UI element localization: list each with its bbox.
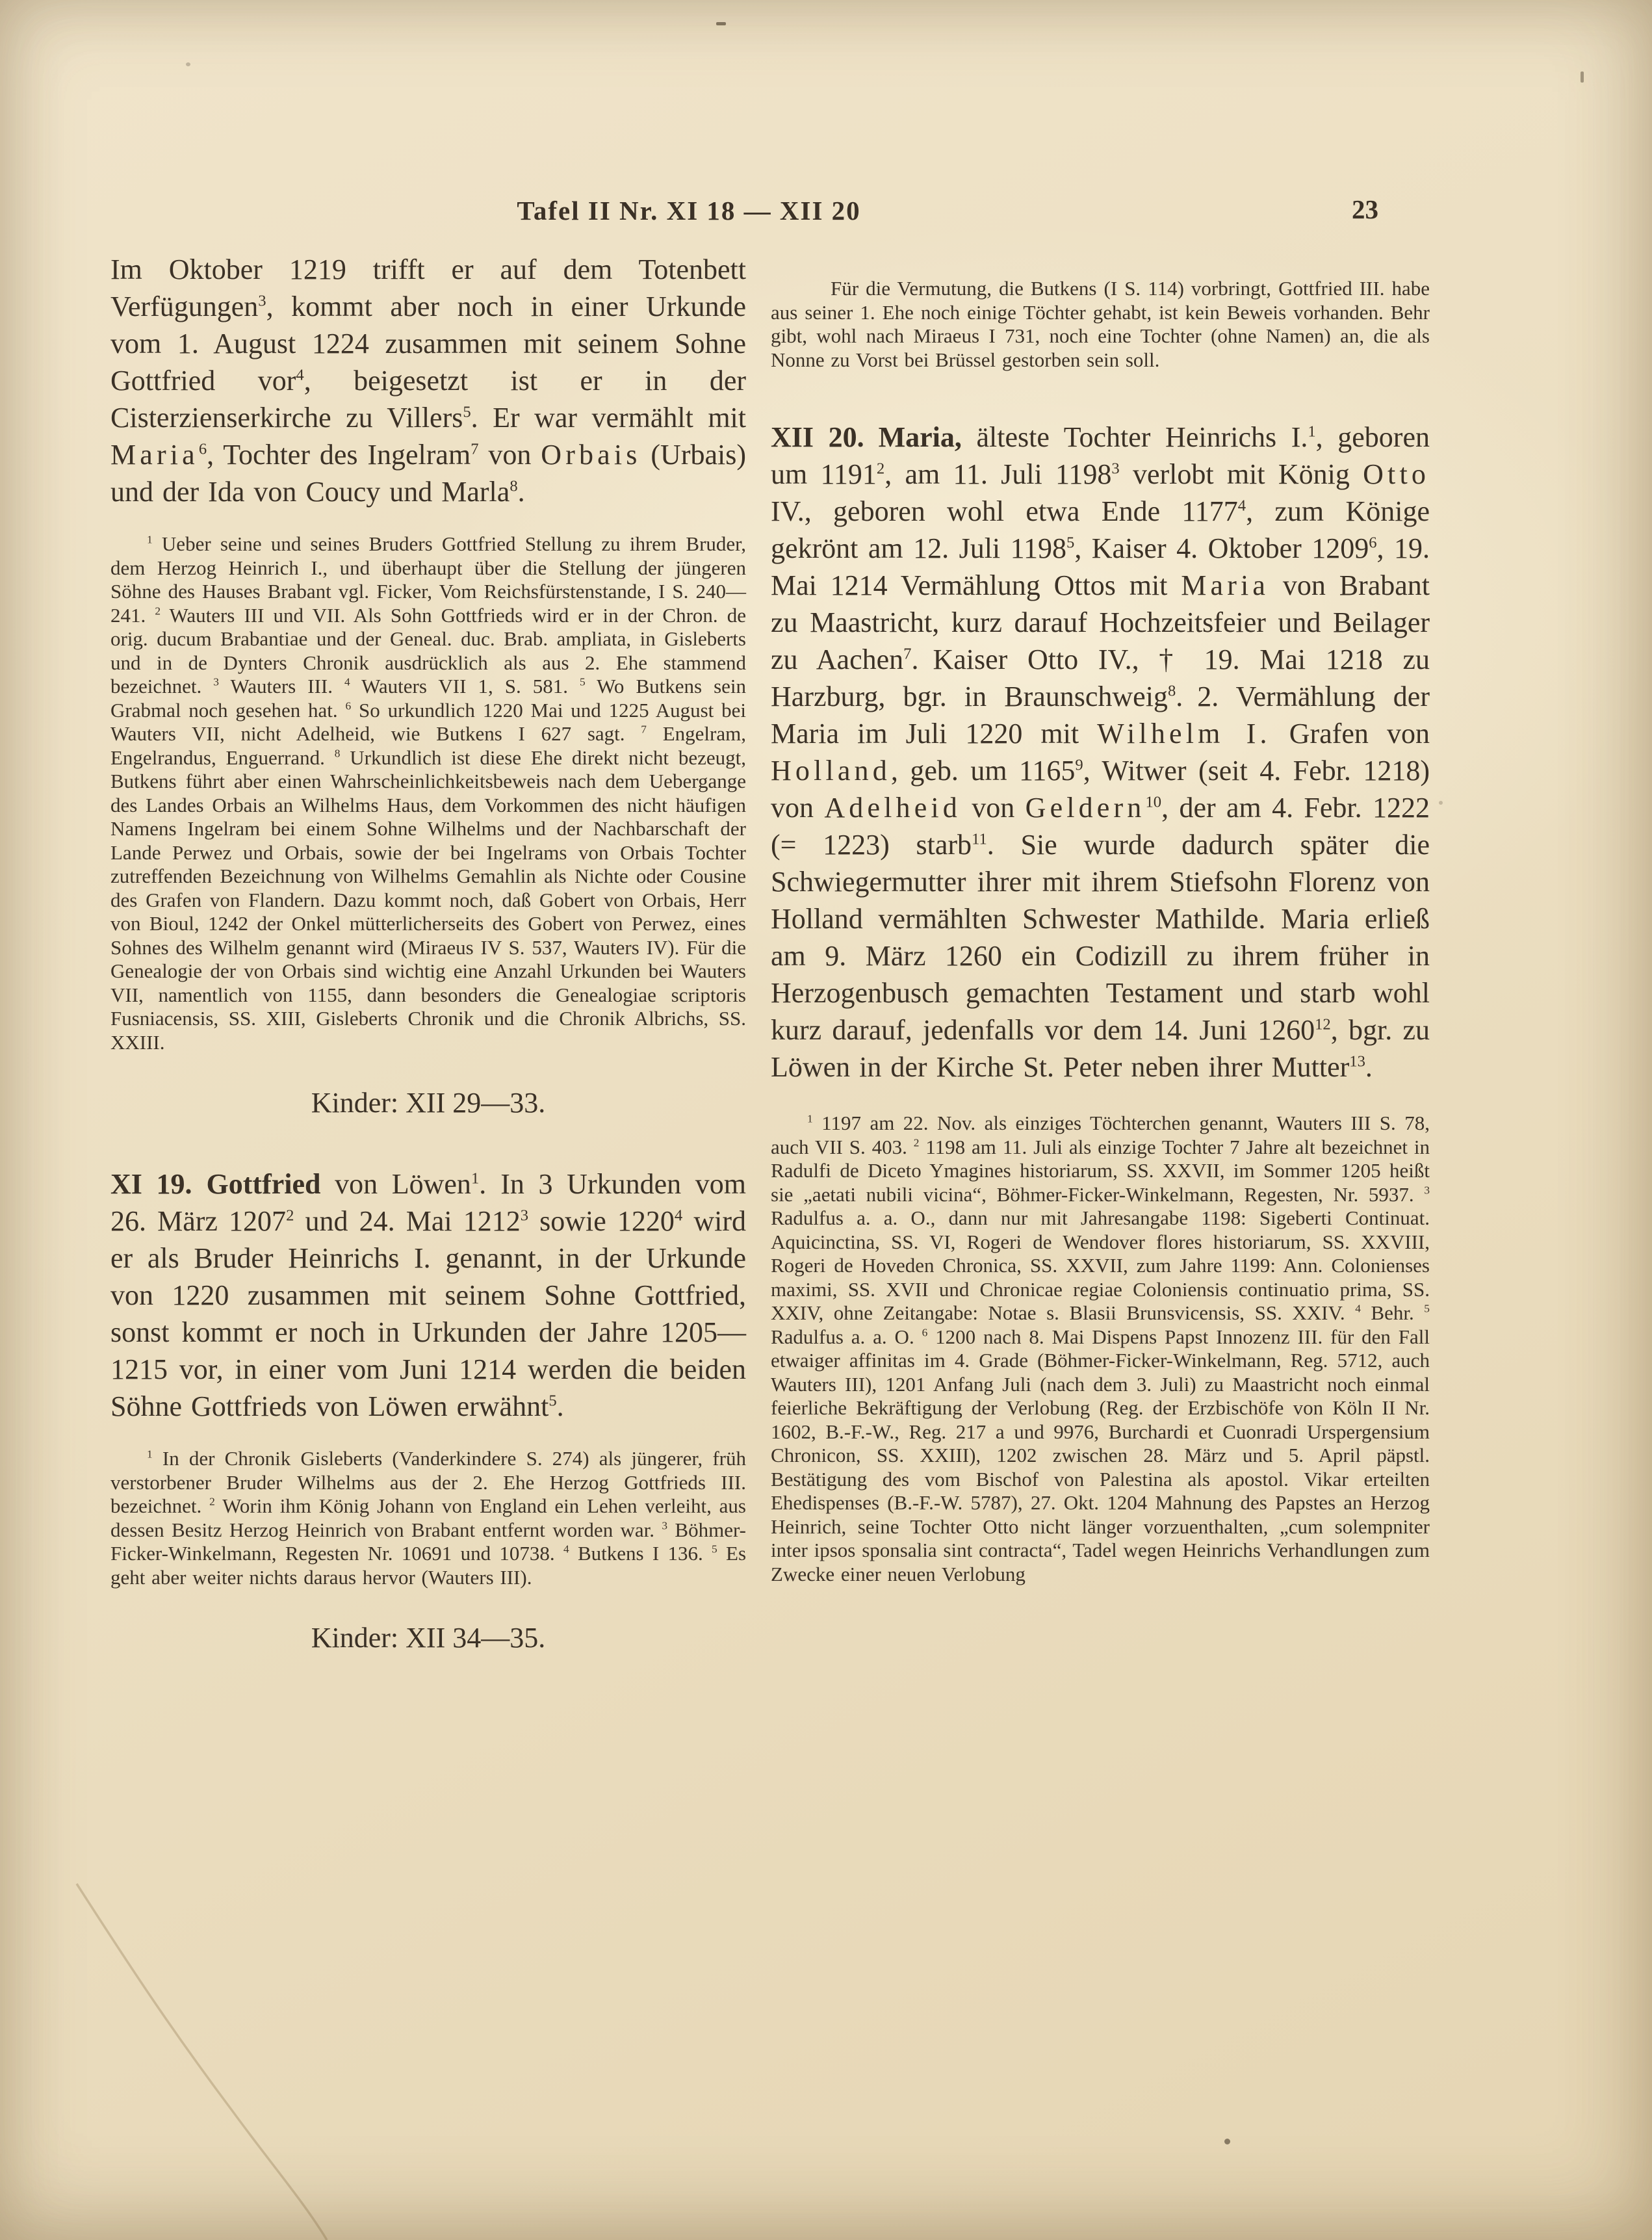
scan-speck [1224, 2139, 1230, 2144]
children-line-xi18: Kinder: XII 29—33. [311, 1087, 546, 1119]
scan-speck [1439, 801, 1443, 805]
scan-speck [716, 22, 726, 25]
paragraph-butkens-note: Für die Vermutung, die Butkens (I S. 114) vorbringt, Gottfried III. habe aus seiner 1. Ehe noch einige Töchter gehabt, ist kein Beweis vorhanden. Behr gibt, wohl nach Miraeus I 731, noch eine Tochter (ohne Namen) an, die als Nonne zu Vorst bei Brüssel gestorben sein soll. [771, 277, 1430, 371]
footnotes-xi19: $^1$ In der Chronik Gisleberts (Vanderkindere S. 274) als jüngerer, früh verstorbener Bruder Wilhelms aus der 2. Ehe Herzog Gottfrieds III. bezeichnet. $^2$ Worin ihm König Johann von England ein Lehen verleiht, aus dessen Besitz Herzog Heinrich von Brabant entfernt worden war. $^3$ Böhmer-Ficker-Winkelmann, Regesten Nr. 10691 und 10738. $^4$ Butkens I 136. $^5$ Es geht aber weiter nichts daraus hervor (Wauters III). [110, 1447, 747, 1589]
running-title: Tafel II Nr. XI 18 — XII 20 [517, 196, 861, 226]
entry-xii20: XII 20. Maria, älteste Tochter Heinrichs I.$^1$, geboren um 1191$^2$, am 11. Juli 1198$^3$ verlobt mit König Otto IV., geboren wohl etwa Ende 1177$^4$, zum Könige gekrönt am 12. Juli 1198$^5$, Kaiser 4. Oktober 1209$^6$, 19. Mai 1214 Vermählung Ottos mit Maria von Brabant zu Maastricht, kurz darauf Hochzeitsfeier und Beilager zu Aachen$^7$. Kaiser Otto IV., † 19. Mai 1218 zu Harzburg, bgr. in Braunschweig$^8$. 2. Vermählung der Maria im Juli 1220 mit Wilhelm I. Grafen von Holland, geb. um 1165$^9$, Witwer (seit 4. Febr. 1218) von Adelheid von Geldern$^{10}$, der am 4. Febr. 1222 (= 1223) starb$^{11}$. Sie wurde dadurch später die Schwiegermutter ihrer mit ihrem Stiefsohn Florenz von Holland vermählten Schwester Mathilde. Maria erließ am 9. März 1260 ein Codizill zu ihrem früher in Herzogenbusch gemachten Testament und starb wohl kurz darauf, jedenfalls vor dem 14. Juni 1260$^{12}$, bgr. zu Löwen in der Kirche St. Peter neben ihrer Mutter$^{13}$. [771, 421, 1430, 1083]
left-column [110, 251, 746, 1700]
scan-speck [1581, 72, 1584, 83]
paper-crease [38, 1864, 441, 2240]
scan-speck [186, 62, 190, 66]
footnotes-xi18: $^1$ Ueber seine und seines Bruders Gottfried Stellung zu ihrem Bruder, dem Herzog Heinrich I., und überhaupt über die Stellung der jüngeren Söhne des Hauses Brabant vgl. Ficker, Vom Reichsfürstenstande, I S. 240—241. $^2$ Wauters III und VII. Als Sohn Gottfrieds wird er in der Chron. de orig. ducum Brabantiae und der Geneal. duc. Brab. ampliata, in Gisleberts und in de Dynters Chronik ausdrücklich als aus 2. Ehe stammend bezeichnet. $^3$ Wauters III. $^4$ Wauters VII 1, S. 581. $^5$ Wo Butkens sein Grabmal noch gesehen hat. $^6$ So urkundlich 1220 Mai und 1225 August bei Wauters VII, nicht Adelheid, wie Butkens I 627 sagt. $^7$ Engelram, Engelrandus, Enguerrand. $^8$ Urkundlich ist diese Ehe direkt nicht bezeugt, Butkens führt aber einen Wahrscheinlichkeitsbeweis nach dem Uebergange des Landes Orbais an Wilhelms Haus, dem Vorkommen des nicht häufigen Namens Ingelram bei einem Sohne Wilhelms und der Nachbarschaft der Lande Perwez und Orbais, sowie der bei Ingelrams von Orbais Tochter zutreffenden Bezeichnung von Wilhelms Gemahlin als Nichte oder Cousine des Grafen von Flandern. Dazu kommt noch, daß Gobert von Orbais, Herr von Bioul, 1242 der Onkel mütterlicherseits des Gobert von Perwez, eines Sohnes des Wilhelm genannt wird (Miraeus IV S. 537, Wauters IV). Für die Genealogie der von Orbais sind wichtig eine Anzahl Urkunden bei Wauters VII, namentlich von 1155, dann besonders die Genealogiae scriptoris Fusniacensis, SS. XIII, Gisleberts Chronik und die Chronik Albrichs, SS. XXIII. [110, 532, 747, 1054]
footnotes-xii20: $^1$ 1197 am 22. Nov. als einziges Töchterchen genannt, Wauters III S. 78, auch VII S. 403. $^2$ 1198 am 11. Juli als einzige Tochter 7 Jahre alt bezeichnet in Radulfi de Diceto Ymagines historiarum, SS. XXVII, im Sommer 1205 heißt sie „aetati nubili vicina“, Böhmer-Ficker-Winkelmann, Regesten, Nr. 5937. $^3$ Radulfus a. a. O., dann nur mit Jahresangabe 1198: Sigeberti Continuat. Aquicinctina, SS. VI, Rogeri de Wendover flores historiarum, SS. XXVIII, Rogeri de Hoveden Chronica, SS. XXVII, zum Jahre 1199: Ann. Colonienses maximi, SS. XVII und Chronicae regiae Coloniensis continuatio prima, SS. XXIV, ohne Zeitangabe: Notae s. Blasii Brunsvicensis, SS. XXIV. $^4$ Behr. $^5$ Radulfus a. a. O. $^6$ 1200 nach 8. Mai Dispens Papst Innozenz III. für den Fall etwaiger affinitas im 4. Grade (Böhmer-Ficker-Winkelmann, Reg. 5712, auch Wauters III), 1201 Anfang Juli (nach dem 3. Juli) zu Maastricht noch einmal feierliche Bekräftigung der Verlobung (Reg. der Erzbischöfe von Köln II Nr. 1602, B.-F.-W., Reg. 217 a und 9976, Burchardi et Cuonradi Urspergensium Chronicon, SS. XXIII), 1202 zwischen 28. März und 5. April päpstl. Bestätigung des vom Bischof von Palestina als apostol. Vikar erteilten Ehedispenses (B.-F.-W. 5787), 27. Okt. 1204 Mahnung des Papstes an Herzog Heinrich, seine Tochter Otto nicht länger vorzuenthalten, „cum solempniter inter ipsos sponsalia sint contracta“, Tadel wegen Heinrichs Verhandlungen zum Zwecke einer neuen Verlobung [771, 1112, 1430, 1585]
children-line-xi19: Kinder: XII 34—35. [311, 1622, 546, 1654]
entry-xi19: XI 19. Gottfried von Löwen$^1$. In 3 Urkunden vom 26. März 1207$^2$ und 24. Mai 1212$^3$ sowie 1220$^4$ wird er als Bruder Heinrichs I. genannt, in der Urkunde von 1220 zusammen mit seinem Sohne Gottfried, sonst kommt er noch in Urkunden der Jahre 1205—1215 vor, in einer vom Juni 1214 werden die beiden Söhne Gottfrieds von Löwen erwähnt$^5$. [110, 1168, 746, 1422]
paragraph-xi18-continuation: Im Oktober 1219 trifft er auf dem Totenbett Verfügungen$^3$, kommt aber noch in einer Urkunde vom 1. August 1224 zusammen mit seinem Sohne Gottfried vor$^4$, beigesetzt ist er in der Cisterzienserkirche zu Villers$^5$. Er war vermählt mit Maria$^6$, Tochter des Ingelram$^7$ von Orbais (Urbais) und der Ida von Coucy und Marla$^8$. [110, 254, 747, 508]
page-number: 23 [1352, 194, 1378, 224]
right-column [771, 251, 1430, 1586]
